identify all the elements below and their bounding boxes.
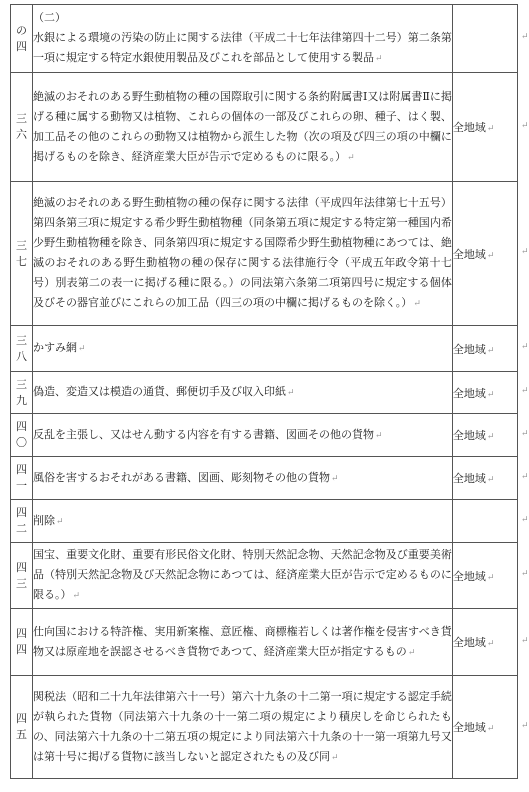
row-end-mark-icon: ↵: [521, 120, 529, 131]
item-region: [452, 676, 517, 779]
item-number-char: の: [16, 23, 28, 37]
item-description: [33, 326, 453, 372]
item-description: [33, 73, 453, 182]
item-region-text: 全地域: [452, 569, 486, 583]
item-number-char: 四: [16, 560, 28, 574]
item-number: [11, 414, 33, 457]
item-region-text: 全地域: [452, 386, 486, 400]
item-region-text: 全地域: [452, 721, 486, 734]
paragraph-mark-icon: ↵: [407, 647, 416, 658]
item-number-char: 八: [16, 349, 28, 363]
paragraph-mark-icon: ↵: [56, 516, 64, 527]
row-end-mark-icon: ↵: [521, 635, 529, 646]
item-number-char: 三: [16, 112, 28, 125]
item-number: [11, 500, 33, 543]
item-number: [11, 676, 33, 779]
item-number-char: 三: [16, 576, 28, 590]
item-number-char: 一: [16, 479, 28, 492]
item-region: [452, 500, 517, 543]
item-number-char: 四: [16, 643, 28, 656]
item-region: [452, 372, 517, 414]
row-end-mark-icon: ↵: [521, 342, 529, 352]
table-row: [11, 676, 518, 779]
item-region-text: 全地域: [452, 247, 486, 261]
document-table: [10, 4, 518, 779]
paragraph-mark-icon: ↵: [375, 430, 383, 441]
paragraph-mark-icon: ↵: [413, 299, 421, 309]
item-number: [11, 457, 33, 500]
row-end-mark-icon: ↵: [521, 720, 529, 731]
item-number-char: 四: [16, 463, 28, 476]
table-row: [11, 182, 518, 326]
item-number-char: 三: [16, 377, 28, 391]
item-description-text: 絶滅のおそれのある野生動植物の種の保存に関する法律（平成四年法律第七十五号）第四条第三項に規定する希少野生動植物種（同条第五項に規定する特定第一種国内希少野生動植物種を除き、同条第四項に規定する国際希少野生動植物種にあつては、絶滅のおそれのある野生動植物の種の保存に関する法律施行令（平成五年政令第十七号）別表第二の表一に掲げる種に限る。）の同法第六条第二項第四号に規定する個体及びその器官並びにこれらの加工品（四三の項の中欄に掲げるものを除く。）: [33, 196, 452, 309]
paragraph-mark-icon: ↵: [486, 124, 495, 134]
row-end-mark-icon: ↵: [521, 514, 529, 525]
item-description-text: 絶滅のおそれのある野生動植物の種の国際取引に関する条約附属書Ⅰ又は附属書Ⅱに掲げる種に属する動物又は植物、これらの個体の一部及びこれらの卵、種子、はく製、加工品その他のこれらの動物又は植物から派生した物（次の項及び四三の項の中欄に掲げるものを除き、経済産業大臣が告示で定めるものに限る。）: [33, 89, 452, 163]
item-number-char: 五: [16, 728, 28, 741]
item-number-char: 四: [16, 420, 28, 433]
item-number: [11, 372, 33, 414]
table-row: [11, 609, 518, 676]
table-row: [11, 414, 518, 457]
item-description-text: 仕向国における特許権、実用新案権、意匠権、商標権若しくは著作権を侵害すべき貨物又は原産地を誤認させるべき貨物であつて、経済産業大臣が指定するもの: [33, 624, 452, 658]
item-number-char: 三: [16, 333, 28, 347]
item-region-text: 全地域: [452, 342, 486, 356]
item-number: [11, 543, 33, 609]
item-region-text: 全地域: [452, 636, 486, 649]
item-number: [11, 73, 33, 182]
item-region: [452, 543, 517, 609]
item-description: [33, 5, 453, 73]
item-number-char: 九: [16, 393, 28, 407]
table-row: [11, 73, 518, 182]
paragraph-mark-icon: ↵: [486, 432, 495, 442]
paragraph-mark-icon: ↵: [486, 475, 495, 485]
item-description-text: （二）: [33, 11, 67, 24]
paragraph-mark-icon: ↵: [486, 389, 495, 400]
paragraph-mark-icon: ↵: [486, 724, 495, 734]
row-end-mark-icon: ↵: [521, 569, 529, 579]
item-number: [11, 5, 33, 73]
paragraph-mark-icon: ↵: [486, 572, 495, 583]
item-description: [33, 609, 453, 676]
item-description: [33, 182, 453, 326]
table-row: [11, 5, 518, 73]
item-region: [452, 457, 517, 500]
item-region: [452, 609, 517, 676]
item-region-text: 全地域: [452, 121, 486, 134]
paragraph-mark-icon: ↵: [331, 752, 339, 763]
paragraph-mark-icon: ↵: [486, 639, 495, 649]
item-region: [452, 326, 517, 372]
item-region: [452, 414, 517, 457]
item-number-char: 二: [16, 522, 28, 535]
item-number-char: 四: [16, 712, 28, 725]
paragraph-mark-icon: ↵: [78, 344, 86, 354]
item-number-char: 七: [16, 254, 28, 268]
item-description: [33, 372, 453, 414]
paragraph-mark-icon: ↵: [347, 152, 355, 163]
paragraph-mark-icon: ↵: [72, 591, 81, 601]
row-end-mark-icon: ↵: [521, 32, 529, 42]
table-row: [11, 500, 518, 543]
item-description: [33, 500, 453, 543]
item-description-text: 削除: [33, 513, 56, 527]
item-number: [11, 609, 33, 676]
table-row: [11, 326, 518, 372]
item-description-text: かすみ網: [33, 341, 78, 354]
item-region-text: 全地域: [452, 429, 486, 442]
item-description-text: 関税法（昭和二十九年法律第六十一号）第六十九条の十二第一項に規定する認定手続が執られた貨物（同法第六十九条の十一第二項の規定により積戻しを命じられたもの、同法第六十九条の十二第五項の規定により同法第六十九条の十一第一項第九号又は第十号に掲げる貨物に該当しないと認定されたもの及び同: [33, 689, 452, 763]
paragraph-mark-icon: ↵: [375, 54, 383, 64]
item-number-char: 三: [16, 238, 28, 252]
item-number: [11, 326, 33, 372]
item-region-text: 全地域: [452, 472, 486, 485]
item-description-text: 水銀による環境の汚染の防止に関する法律（平成二十七年法律第四十二号）第二条第一項に規定する特定水銀使用製品及びこれを部品として使用する製品: [33, 31, 452, 64]
item-number-char: 四: [16, 627, 28, 640]
item-number-char: 四: [16, 39, 28, 53]
item-region: [452, 5, 517, 73]
paragraph-mark-icon: ↵: [331, 473, 339, 484]
item-description-text: 風俗を害するおそれがある書籍、図画、彫刻物その他の貨物: [33, 470, 331, 484]
item-region: [452, 73, 517, 182]
item-number-char: 〇: [16, 436, 28, 449]
item-description: [33, 414, 453, 457]
row-end-mark-icon: ↵: [521, 386, 529, 396]
table-row: [11, 457, 518, 500]
item-description: [33, 457, 453, 500]
paragraph-mark-icon: ↵: [287, 388, 295, 398]
item-description: [33, 543, 453, 609]
item-description: [33, 676, 453, 779]
item-description-text: 反乱を主張し、又はせん動する内容を有する書籍、図画その他の貨物: [33, 427, 375, 441]
paragraph-mark-icon: ↵: [486, 250, 495, 261]
table-row: [11, 372, 518, 414]
item-number: [11, 182, 33, 326]
paragraph-mark-icon: ↵: [486, 345, 495, 356]
table-row: [11, 543, 518, 609]
item-number-char: 四: [16, 506, 28, 519]
row-end-mark-icon: ↵: [521, 247, 529, 257]
row-end-mark-icon: ↵: [521, 471, 529, 482]
item-description-text: 偽造、変造又は模造の通貨、郵便切手及び収入印紙: [33, 385, 287, 398]
item-description-text: 国宝、重要文化財、重要有形民俗文化財、特別天然記念物、天然記念物及び重要美術品（特別天然記念物及び天然記念物にあつては、経済産業大臣が告示で定めるものに限る。）: [33, 548, 452, 601]
item-number-char: 六: [16, 128, 28, 141]
item-region: [452, 182, 517, 326]
row-end-mark-icon: ↵: [521, 428, 529, 439]
